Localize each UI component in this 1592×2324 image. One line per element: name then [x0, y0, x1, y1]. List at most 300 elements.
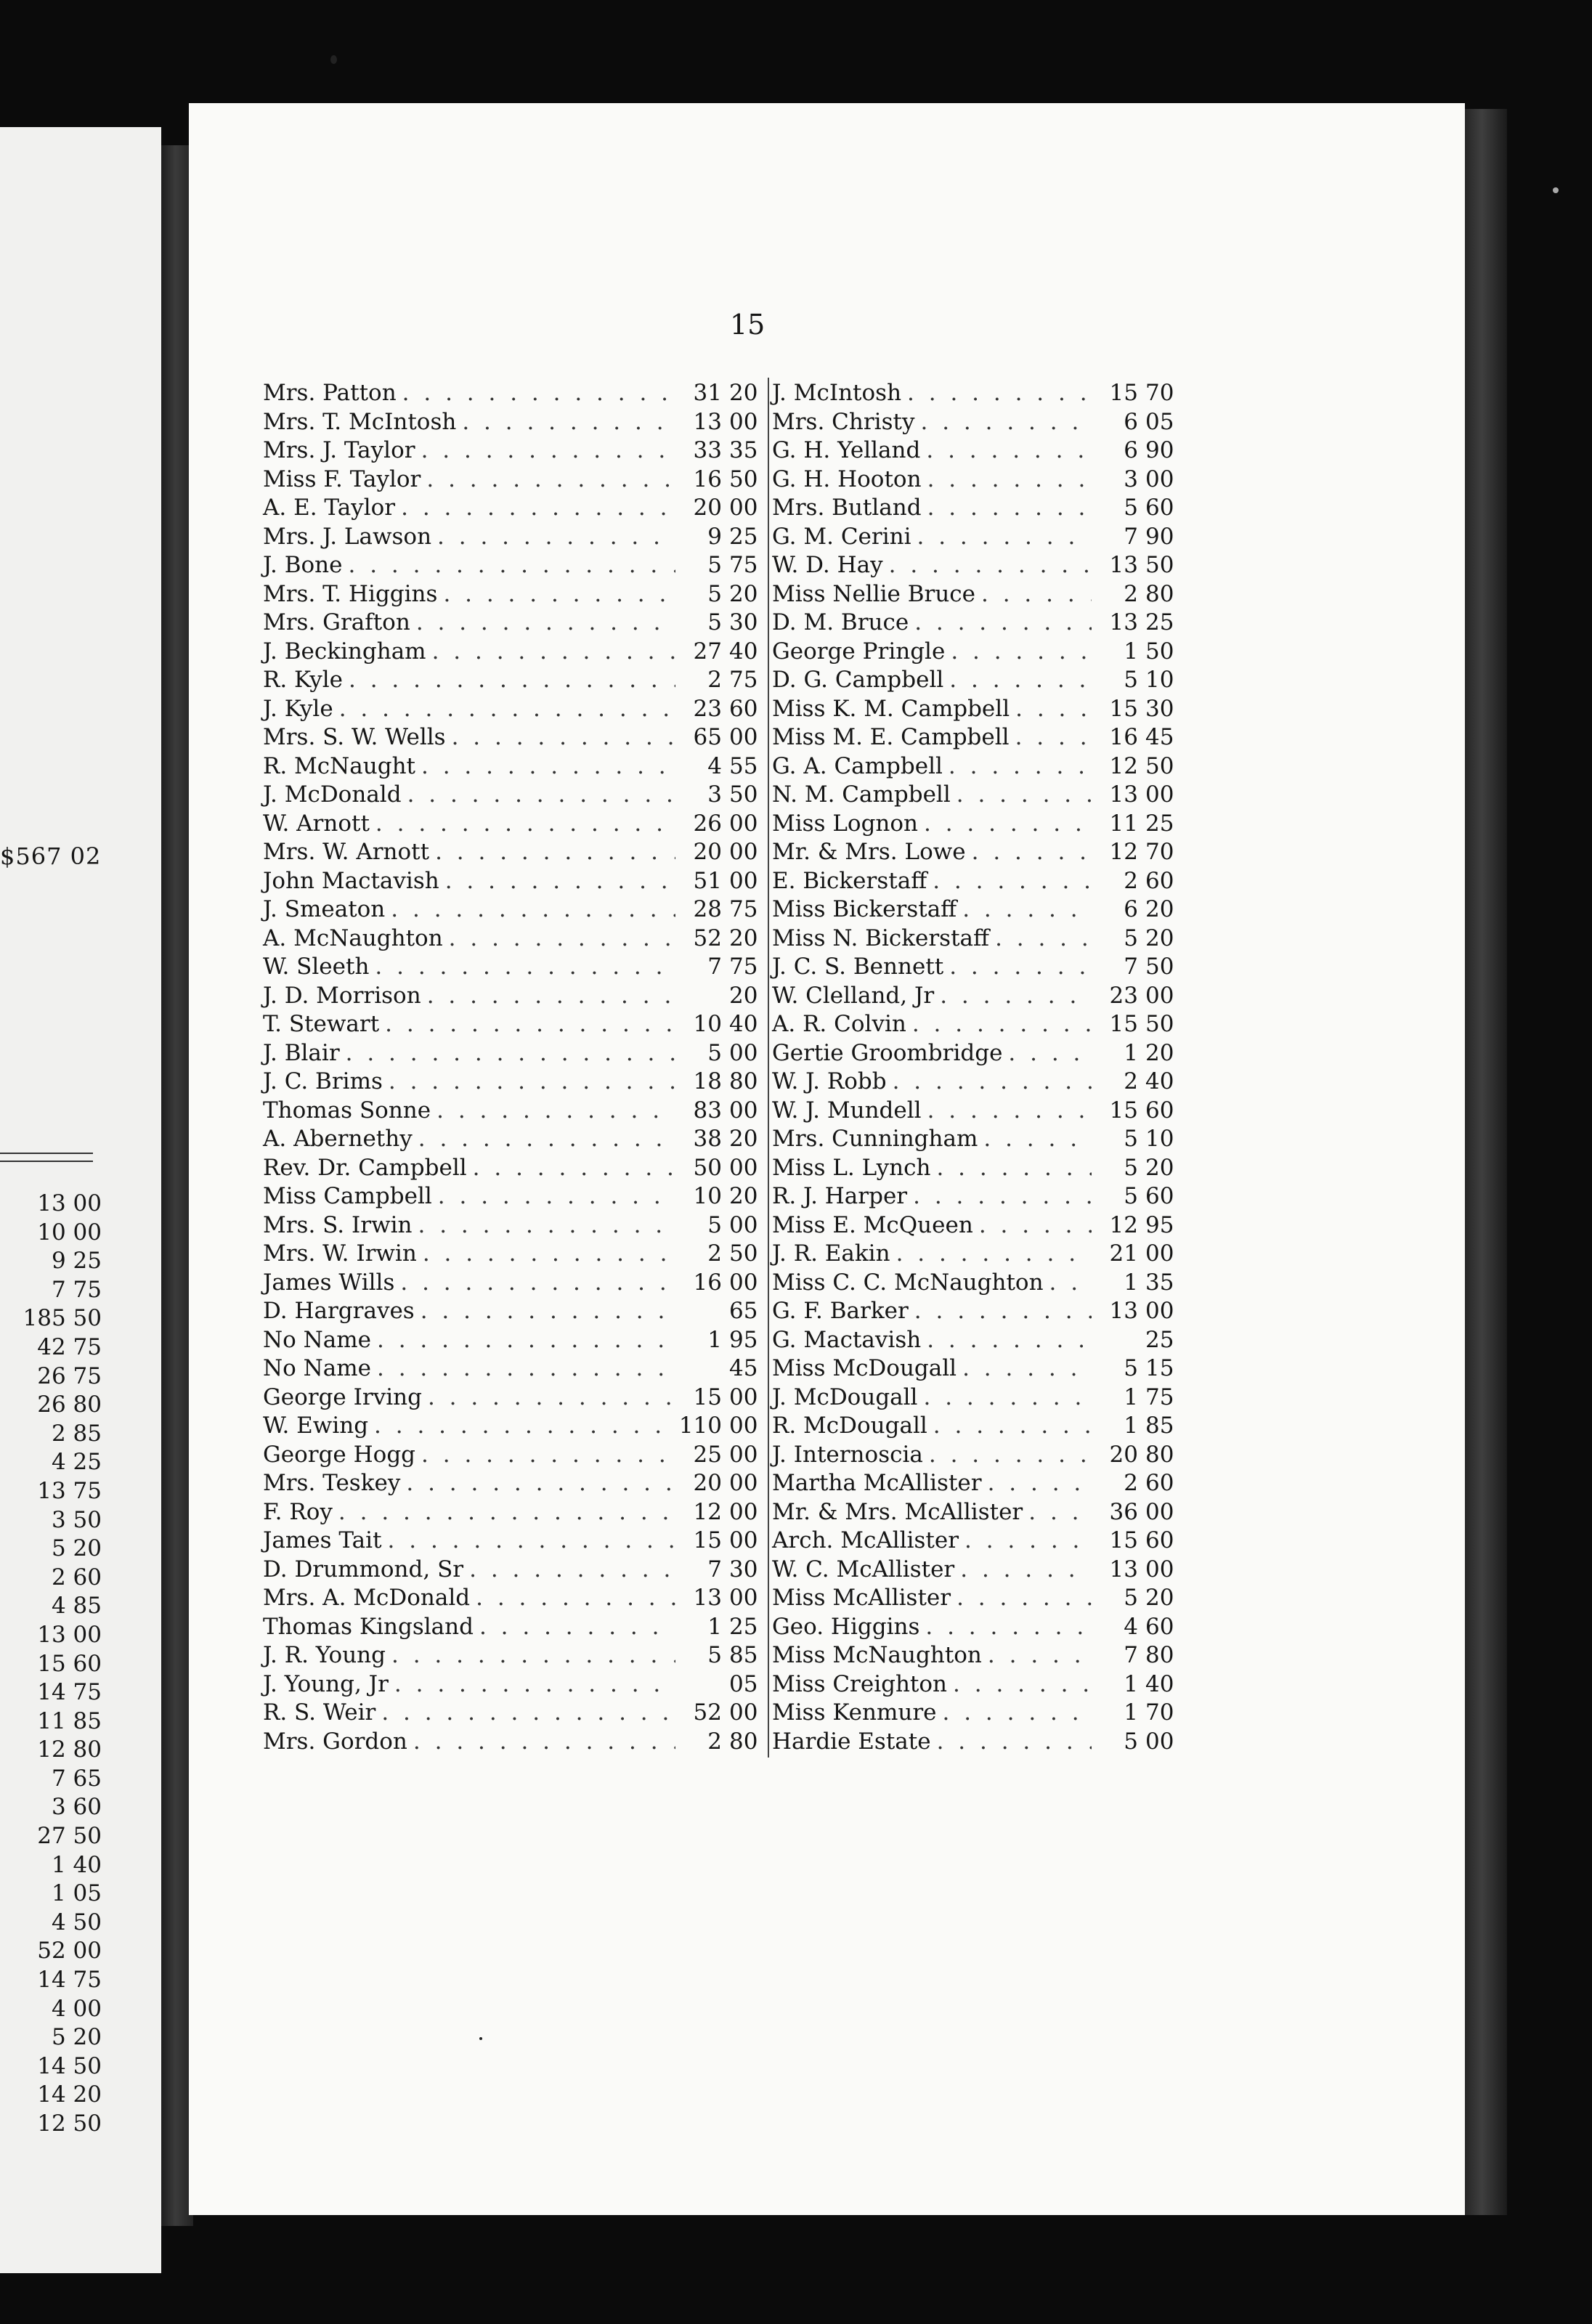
- amount-dollars: 13: [1109, 609, 1138, 635]
- amount-dollars: 1: [707, 1326, 722, 1353]
- amount-dollars: 2: [707, 667, 722, 693]
- subscriber-name: Rev. Dr. Campbell: [263, 1154, 467, 1181]
- subscriber-name: Mrs. T. Higgins: [263, 580, 438, 607]
- amount-dollars: 9: [707, 523, 722, 550]
- previous-page-amount: 13 75: [37, 1477, 102, 1504]
- previous-page-amount: 5 20: [51, 1535, 102, 1562]
- subscriber-entry: [772, 1670, 1186, 1699]
- amount-dollars: 15: [1109, 695, 1138, 722]
- subscriber-entry: [263, 895, 770, 925]
- subscriber-entry: [263, 695, 770, 724]
- amount-dollars: 5: [707, 1039, 722, 1066]
- amount-cents: 90: [1145, 523, 1174, 550]
- subscriber-entry: [772, 436, 1186, 466]
- amount-cents: 75: [729, 667, 758, 693]
- amount-dollars: 15: [1109, 380, 1138, 406]
- amount-dollars: 15: [1109, 1011, 1138, 1037]
- dot-leader: [418, 1125, 675, 1154]
- subscriber-entry: [263, 436, 770, 466]
- previous-page-amount: 3 50: [51, 1506, 102, 1533]
- amount-cents: 00: [729, 1527, 758, 1553]
- dot-leader: [402, 379, 675, 408]
- dust-speck: [479, 2037, 482, 2040]
- amount-cents: 00: [729, 408, 758, 435]
- subscriber-entry: [263, 1354, 770, 1384]
- amount-cents: 75: [1145, 1384, 1174, 1410]
- subscriber-name: Martha McAllister: [772, 1470, 982, 1496]
- previous-page-amount: 15 60: [37, 1650, 102, 1677]
- subscriber-entry: [263, 1240, 770, 1269]
- subscriber-name: Mr. & Mrs. Lowe: [772, 839, 966, 865]
- subscriber-entry: [263, 752, 770, 781]
- subscriber-name: D. Hargraves: [263, 1298, 415, 1324]
- dot-leader: [979, 1211, 1092, 1240]
- amount-dollars: 15: [693, 1527, 722, 1553]
- amount-cents: 00: [1145, 1728, 1174, 1755]
- amount-dollars: 1: [1124, 1670, 1138, 1697]
- amount-cents: 50: [1145, 1011, 1174, 1037]
- previous-page-amount: 4 25: [51, 1449, 102, 1476]
- amount-cents: 80: [1145, 1441, 1174, 1468]
- subscriber-name: J. C. S. Bennett: [772, 954, 944, 980]
- dot-leader: [421, 1297, 675, 1326]
- subscriber-entry: [263, 1097, 770, 1126]
- subscriber-name: Mrs. S. W. Wells: [263, 724, 446, 750]
- dot-leader: [917, 523, 1092, 552]
- amount-dollars: 11: [1109, 810, 1138, 837]
- dot-leader: [927, 494, 1092, 523]
- amount-cents: 80: [1145, 1642, 1174, 1668]
- amount-dollars: 21: [1109, 1240, 1138, 1267]
- dot-leader: [1015, 723, 1092, 752]
- dot-leader: [960, 1556, 1092, 1585]
- amount-cents: 60: [1145, 1183, 1174, 1209]
- amount-dollars: 50: [693, 1154, 722, 1181]
- subscriber-name: J. Beckingham: [263, 638, 426, 665]
- subscriber-name: Miss M. E. Campbell: [772, 724, 1010, 750]
- dot-leader: [413, 1728, 675, 1757]
- subscriber-name: No Name: [263, 1326, 371, 1353]
- subscriber-entry: [263, 1441, 770, 1470]
- subscriber-name: W. Ewing: [263, 1413, 369, 1439]
- dot-leader: [426, 466, 675, 495]
- amount-dollars: 2: [707, 1728, 722, 1755]
- subscriber-name: Mrs. Patton: [263, 380, 397, 406]
- amount-cents: 30: [729, 609, 758, 635]
- amount-dollars: 27: [693, 638, 722, 665]
- subscriber-entry: [772, 1728, 1186, 1757]
- amount-cents: 50: [729, 466, 758, 492]
- subscriber-entry: [772, 1384, 1186, 1413]
- amount-dollars: 3: [1124, 466, 1138, 492]
- amount-dollars: 4: [1124, 1613, 1138, 1640]
- previous-page-amount: 7 65: [51, 1765, 102, 1792]
- subscriber-entry: [772, 1556, 1186, 1585]
- subscriber-name: J. Blair: [263, 1039, 340, 1066]
- amount-cents: 40: [729, 1011, 758, 1037]
- amount-dollars: 10: [693, 1011, 722, 1037]
- subscriber-entry: [263, 466, 770, 495]
- subscriber-entry: [263, 1641, 770, 1670]
- subscriber-entry: [772, 1211, 1186, 1240]
- amount-cents: 60: [1145, 495, 1174, 521]
- subscriber-name: Miss Nellie Bruce: [772, 580, 976, 607]
- dot-leader: [391, 1641, 675, 1670]
- amount-cents: 00: [729, 1470, 758, 1496]
- amount-dollars: 5: [1124, 1154, 1138, 1181]
- previous-page-amount: 13 00: [37, 1190, 102, 1216]
- amount-dollars: 20: [1109, 1441, 1138, 1468]
- amount-dollars: 6: [1124, 896, 1138, 922]
- previous-page-amount: 14 75: [37, 1967, 102, 1994]
- subscriber-entry: [263, 1384, 770, 1413]
- carried-total: $567 02: [0, 842, 102, 870]
- subscriber-name: W. Sleeth: [263, 954, 370, 980]
- subscriber-entry: [263, 580, 770, 609]
- subscriber-entry: [772, 466, 1186, 495]
- dot-leader: [1049, 1269, 1092, 1298]
- amount-cents: 20: [1145, 1154, 1174, 1181]
- subscriber-entry: [772, 1068, 1186, 1097]
- subscriber-entry: [772, 723, 1186, 752]
- amount-dollars: 20: [693, 1470, 722, 1496]
- dot-leader: [428, 1384, 675, 1413]
- subscriber-entry: [772, 1039, 1186, 1068]
- dot-leader: [388, 1527, 675, 1556]
- amount-dollars: 83: [693, 1097, 722, 1124]
- amount-cents: 00: [1145, 781, 1174, 808]
- amount-dollars: 18: [693, 1068, 722, 1094]
- subscriber-name: Mrs. W. Arnott: [263, 839, 430, 865]
- subscriber-name: J. R. Eakin: [772, 1240, 890, 1267]
- amount-cents: 40: [1145, 1068, 1174, 1094]
- amount-cents: 30: [729, 1556, 758, 1582]
- amount-dollars: 5: [1124, 1126, 1138, 1152]
- subscriber-name: G. H. Hooton: [772, 466, 922, 492]
- amount-cents: 00: [729, 839, 758, 865]
- amount-dollars: 52: [693, 1699, 722, 1726]
- subscriber-entry: [772, 408, 1186, 437]
- subscriber-entry: [772, 1240, 1186, 1269]
- amount-dollars: 5: [1124, 925, 1138, 951]
- amount-cents: 25: [1145, 1326, 1174, 1353]
- amount-cents: 00: [729, 1211, 758, 1238]
- previous-page-amount: 26 75: [37, 1362, 102, 1389]
- dot-leader: [443, 580, 675, 609]
- amount-cents: 60: [1145, 867, 1174, 894]
- dot-leader: [920, 408, 1092, 437]
- amount-dollars: 5: [1124, 1728, 1138, 1755]
- amount-cents: 50: [1145, 552, 1174, 578]
- amount-cents: 00: [1145, 1498, 1174, 1525]
- subscriber-entry: [772, 638, 1186, 667]
- amount-dollars: 13: [693, 408, 722, 435]
- dot-leader: [377, 1354, 675, 1384]
- subscriber-name: A. McNaughton: [263, 925, 443, 951]
- subscriber-name: W. C. McAllister: [772, 1556, 955, 1582]
- subscriber-entry: [772, 810, 1186, 839]
- dot-leader: [476, 1584, 675, 1613]
- previous-page-amount: 5 20: [51, 2024, 102, 2051]
- amount-cents: 00: [729, 1413, 758, 1439]
- subscriber-entry: [263, 1068, 770, 1097]
- previous-page-amount: 14 20: [37, 2081, 102, 2108]
- subscriber-name: G. M. Cerini: [772, 523, 911, 550]
- subscriber-entry: [263, 1326, 770, 1355]
- amount-dollars: 13: [1109, 1298, 1138, 1324]
- previous-page-amounts: [0, 1190, 102, 2139]
- subscriber-entry: [263, 523, 770, 552]
- subscriber-entry: [263, 1125, 770, 1154]
- dot-leader: [988, 1641, 1092, 1670]
- subscriber-name: W. D. Hay: [772, 552, 883, 578]
- subscriber-entry: [263, 494, 770, 523]
- subscriber-name: J. McDougall: [772, 1384, 918, 1410]
- amount-dollars: 4: [707, 752, 722, 779]
- dot-leader: [389, 1068, 675, 1097]
- amount-cents: 20: [729, 1183, 758, 1209]
- amount-cents: 00: [729, 1699, 758, 1726]
- subscriber-entry: [263, 838, 770, 867]
- subscriber-entry: [772, 1613, 1186, 1642]
- subscriber-entry: [772, 666, 1186, 695]
- dot-leader: [338, 1498, 675, 1527]
- subscriber-entry: [772, 925, 1186, 954]
- subscriber-entry: [263, 1556, 770, 1585]
- amount-dollars: 15: [1109, 1097, 1138, 1124]
- subscriber-name: Gertie Groombridge: [772, 1039, 1003, 1066]
- subscriber-name: Mrs. S. Irwin: [263, 1211, 413, 1238]
- subscriber-name: George Hogg: [263, 1441, 416, 1468]
- amount-cents: 80: [1145, 580, 1174, 607]
- subscriber-entry: [263, 925, 770, 954]
- previous-page-amount: 27 50: [37, 1823, 102, 1850]
- subscriber-name: R. Kyle: [263, 667, 343, 693]
- amount-cents: 60: [1145, 1613, 1174, 1640]
- subscriber-entry: [263, 1613, 770, 1642]
- dot-leader: [473, 1154, 675, 1183]
- dot-leader: [926, 436, 1092, 466]
- subscriber-name: No Name: [263, 1355, 371, 1381]
- dot-leader: [972, 838, 1092, 867]
- subscriber-name: Thomas Kingsland: [263, 1613, 474, 1640]
- amount-cents: 00: [1145, 982, 1174, 1009]
- dot-leader: [479, 1613, 675, 1642]
- amount-dollars: 15: [1109, 1527, 1138, 1553]
- amount-dollars: 13: [1109, 1556, 1138, 1582]
- subscriber-name: James Wills: [263, 1269, 395, 1296]
- amount-dollars: 1: [707, 1613, 722, 1640]
- dot-leader: [416, 609, 675, 638]
- amount-cents: 40: [729, 638, 758, 665]
- subscriber-name: Mrs. Gordon: [263, 1728, 407, 1755]
- subscriber-entry: [263, 1699, 770, 1728]
- previous-page-amount: 3 60: [51, 1794, 102, 1821]
- subscriber-name: Miss Lognon: [772, 810, 919, 837]
- previous-page-amount: 2 85: [51, 1420, 102, 1447]
- dot-leader: [927, 466, 1092, 495]
- amount-dollars: 65: [693, 724, 722, 750]
- amount-cents: 35: [1145, 1269, 1174, 1296]
- amount-dollars: 2: [1124, 1068, 1138, 1094]
- dot-leader: [374, 1412, 673, 1441]
- amount-cents: 10: [1145, 667, 1174, 693]
- amount-dollars: 52: [693, 925, 722, 951]
- previous-page-amount: 1 40: [51, 1851, 102, 1878]
- subscriber-name: F. Roy: [263, 1498, 333, 1525]
- subscriber-entry: [263, 638, 770, 667]
- amount-dollars: 20: [693, 495, 722, 521]
- previous-page-amount: 14 75: [37, 1679, 102, 1706]
- subscriber-name: J. R. Young: [263, 1642, 386, 1668]
- subscriber-entry: [263, 1211, 770, 1240]
- dot-leader: [407, 781, 675, 810]
- subscriber-name: Hardie Estate: [772, 1728, 931, 1755]
- dot-leader: [936, 1154, 1092, 1183]
- subscriber-entry: [263, 1269, 770, 1298]
- amount-dollars: 3: [707, 781, 722, 808]
- subscriber-name: Miss K. M. Campbell: [772, 695, 1010, 722]
- amount-cents: 55: [729, 752, 758, 779]
- amount-dollars: 12: [1109, 839, 1138, 865]
- amount-dollars: 110: [678, 1413, 722, 1439]
- column-divider: [768, 378, 769, 1758]
- subscriber-name: Miss E. McQueen: [772, 1211, 973, 1238]
- subscriber-entry: [772, 1297, 1186, 1326]
- amount-dollars: 1: [1124, 1269, 1138, 1296]
- subscriber-name: George Irving: [263, 1384, 422, 1410]
- amount-dollars: 5: [1124, 1355, 1138, 1381]
- amount-cents: 70: [1145, 1699, 1174, 1726]
- previous-page-amount: 13 00: [37, 1621, 102, 1648]
- amount-cents: 70: [1145, 839, 1174, 865]
- dot-leader: [964, 1527, 1092, 1556]
- dot-leader: [469, 1556, 675, 1585]
- subscriber-entry: [263, 666, 770, 695]
- dot-leader: [423, 1240, 675, 1269]
- subscriber-name: Arch. McAllister: [772, 1527, 959, 1553]
- amount-dollars: 7: [707, 954, 722, 980]
- dot-leader: [400, 1269, 675, 1298]
- dot-leader: [377, 1326, 675, 1355]
- amount-cents: 60: [729, 695, 758, 722]
- dust-speck: [330, 55, 337, 64]
- dot-leader: [349, 666, 675, 695]
- subscriber-name: Miss McAllister: [772, 1585, 951, 1611]
- amount-cents: 25: [729, 1613, 758, 1640]
- subscriber-name: Miss N. Bickerstaff: [772, 925, 990, 951]
- amount-cents: 95: [729, 1326, 758, 1353]
- subscriber-name: Mrs. T. McIntosh: [263, 408, 457, 435]
- amount-cents: 20: [729, 580, 758, 607]
- amount-cents: 45: [729, 1355, 758, 1381]
- previous-page-amount: 1 05: [51, 1880, 102, 1907]
- dot-leader: [375, 810, 675, 839]
- subscriber-name: Mrs. Grafton: [263, 609, 410, 635]
- dot-leader: [924, 810, 1092, 839]
- amount-dollars: 5: [707, 609, 722, 635]
- dot-leader: [957, 781, 1092, 810]
- subscriber-entry: [263, 982, 770, 1011]
- subscriber-name: W. J. Robb: [772, 1068, 887, 1094]
- amount-cents: 50: [729, 781, 758, 808]
- subscriber-entry: [263, 379, 770, 408]
- subscriber-name: Miss F. Taylor: [263, 466, 421, 492]
- subscriber-entry: [772, 551, 1186, 580]
- amount-cents: 45: [1145, 724, 1174, 750]
- dot-leader: [912, 1010, 1092, 1039]
- amount-dollars: 28: [693, 896, 722, 922]
- previous-page-amount: 4 00: [51, 1995, 102, 2022]
- subscriber-name: R. J. Harper: [772, 1183, 908, 1209]
- subscriber-name: Mrs. Teskey: [263, 1470, 401, 1496]
- subscriber-name: J. Young, Jr: [263, 1670, 389, 1697]
- dot-leader: [421, 1441, 675, 1470]
- amount-cents: 25: [729, 523, 758, 550]
- amount-cents: 00: [1145, 1240, 1174, 1267]
- amount-cents: 40: [1145, 1670, 1174, 1697]
- subscriber-name: Miss Creighton: [772, 1670, 948, 1697]
- subscriber-entry: [772, 1498, 1186, 1527]
- amount-dollars: 20: [693, 839, 722, 865]
- amount-cents: 10: [1145, 1126, 1174, 1152]
- previous-page-amount: 10 00: [37, 1219, 102, 1246]
- amount-cents: 00: [1145, 1298, 1174, 1324]
- amount-cents: 00: [729, 1585, 758, 1611]
- subscriber-name: Miss Kenmure: [772, 1699, 937, 1726]
- dot-leader: [927, 1097, 1092, 1126]
- dot-leader: [907, 379, 1092, 408]
- subscriber-entry: [263, 1527, 770, 1556]
- amount-dollars: 15: [693, 1384, 722, 1410]
- dot-leader: [421, 436, 675, 466]
- amount-cents: 85: [729, 1642, 758, 1668]
- subscriber-entry: [772, 1412, 1186, 1441]
- previous-page-amount: 9 25: [51, 1248, 102, 1275]
- dot-leader: [1028, 1498, 1092, 1527]
- amount-dollars: 6: [1124, 437, 1138, 463]
- amount-cents: 00: [729, 1498, 758, 1525]
- subscriber-name: J. C. Brims: [263, 1068, 383, 1094]
- subscriber-name: J. Internoscia: [772, 1441, 923, 1468]
- dot-leader: [406, 1469, 675, 1498]
- amount-dollars: 26: [693, 810, 722, 837]
- dot-leader: [927, 1326, 1092, 1355]
- dot-leader: [893, 1068, 1092, 1097]
- previous-page-amount: 4 50: [51, 1909, 102, 1935]
- subscriber-name: J. McDonald: [263, 781, 402, 808]
- amount-dollars: 10: [693, 1183, 722, 1209]
- previous-page-amount: 26 80: [37, 1391, 102, 1418]
- amount-dollars: 23: [693, 695, 722, 722]
- subscriber-name: Miss L. Lynch: [772, 1154, 931, 1181]
- amount-dollars: 5: [707, 552, 722, 578]
- amount-cents: 20: [729, 982, 758, 1009]
- subscriber-name: Mrs. W. Irwin: [263, 1240, 417, 1267]
- dot-leader: [432, 638, 675, 667]
- amount-dollars: 51: [693, 867, 722, 894]
- amount-dollars: 1: [1124, 1384, 1138, 1410]
- dot-leader: [435, 838, 675, 867]
- subscriber-entry: [772, 1010, 1186, 1039]
- dot-leader: [929, 1441, 1092, 1470]
- amount-dollars: 12: [1109, 1211, 1138, 1238]
- amount-cents: 75: [729, 552, 758, 578]
- dot-leader: [914, 609, 1092, 638]
- amount-cents: 65: [729, 1298, 758, 1324]
- subscriber-entry: [263, 1039, 770, 1068]
- subscriber-entry: [263, 1182, 770, 1211]
